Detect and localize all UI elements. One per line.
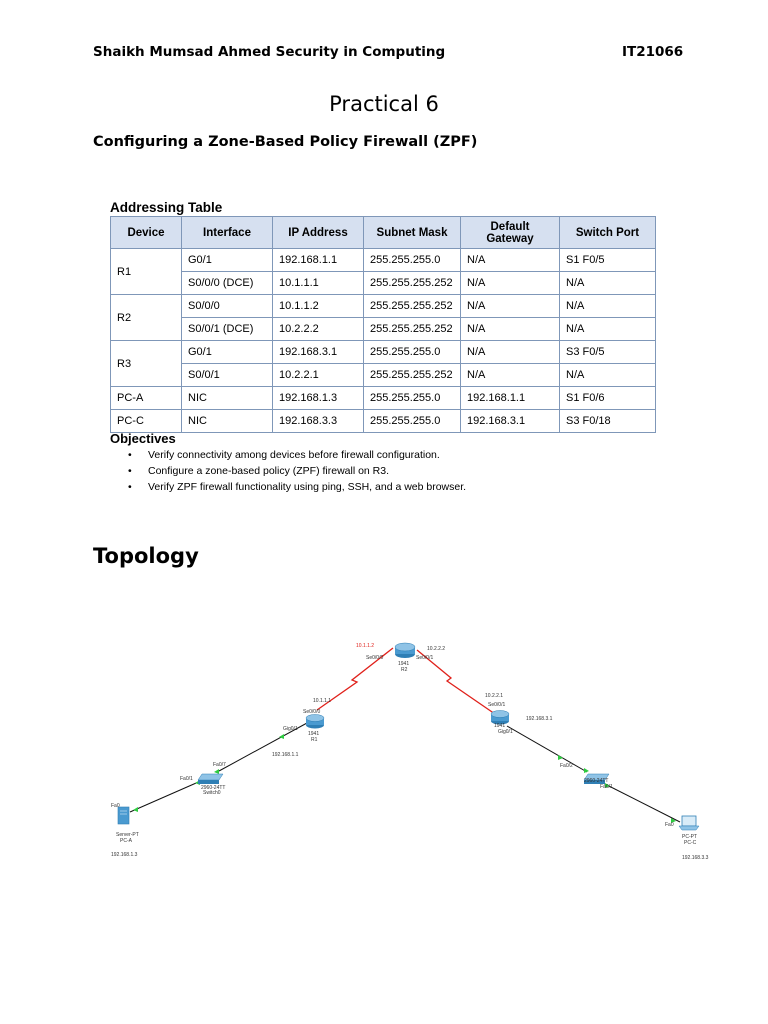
- label-s1-model: 2960-24TT: [201, 785, 226, 791]
- header-author-course: Shaikh Mumsad Ahmed Security in Computing: [93, 44, 446, 60]
- cell-port: N/A: [560, 272, 656, 295]
- cell-port: S1 F0/6: [560, 387, 656, 410]
- ethernet-link-s1-pca: [130, 780, 203, 812]
- link-status-lights: [133, 716, 676, 823]
- label-r2-model: 1941: [398, 661, 410, 667]
- cell-device: R3: [111, 341, 182, 387]
- cell-interface: S0/0/1 (DCE): [182, 318, 273, 341]
- page-subtitle: Configuring a Zone-Based Policy Firewall (ZPF): [93, 134, 478, 150]
- label-r3-lan-ip: 192.168.3.1: [526, 716, 553, 722]
- cell-ip: 10.1.1.2: [273, 295, 364, 318]
- label-r1-s000: Se0/0/0: [303, 709, 321, 715]
- cell-gateway: N/A: [461, 364, 560, 387]
- cell-port: N/A: [560, 295, 656, 318]
- col-device: Device: [111, 217, 182, 249]
- label-s1-fa07: Fa0/7: [213, 762, 226, 768]
- cell-ip: 10.1.1.1: [273, 272, 364, 295]
- cell-gateway: N/A: [461, 272, 560, 295]
- label-s1-name: Switch0: [203, 790, 221, 796]
- table-row: [111, 295, 656, 318]
- topology-diagram: [95, 610, 725, 870]
- label-pcc-name: PC-C: [684, 840, 697, 846]
- cell-gateway: N/A: [461, 318, 560, 341]
- cell-ip: 192.168.3.1: [273, 341, 364, 364]
- label-pca-type: Server-PT: [116, 832, 139, 838]
- cell-ip: 192.168.3.3: [273, 410, 364, 433]
- cell-mask: 255.255.255.0: [364, 249, 461, 272]
- label-r1-model: 1941: [308, 731, 320, 737]
- cell-mask: 255.255.255.0: [364, 341, 461, 364]
- cell-interface: NIC: [182, 410, 273, 433]
- cell-port: S3 F0/18: [560, 410, 656, 433]
- addressing-table-heading: Addressing Table: [110, 200, 223, 215]
- label-pcc-fa0: Fa0: [665, 822, 674, 828]
- cell-port: N/A: [560, 364, 656, 387]
- label-pca-fa0: Fa0: [111, 803, 120, 809]
- list-item: • Verify ZPF firewall functionality using ping, SSH, and a web browser.: [110, 479, 466, 495]
- objectives-heading: Objectives: [110, 431, 176, 446]
- table-row: [111, 387, 656, 410]
- topology-heading: Topology: [93, 544, 199, 568]
- table-row: [111, 341, 656, 364]
- addressing-table: [110, 216, 656, 433]
- label-r2-s001: Se0/0/1: [416, 655, 434, 661]
- label-r3-model: 1941: [494, 723, 506, 729]
- cell-device: PC-C: [111, 410, 182, 433]
- label-pca-ip: 192.168.1.3: [111, 852, 138, 858]
- router-r1-icon[interactable]: [306, 715, 324, 729]
- label-r1-name: R1: [311, 737, 318, 743]
- cell-gateway: N/A: [461, 295, 560, 318]
- label-r2-s000-ip: 10.1.1.2: [356, 643, 375, 649]
- table-row: [111, 364, 656, 387]
- col-interface: Interface: [182, 217, 273, 249]
- ethernet-link-r3-s3: [507, 726, 587, 772]
- cell-ip: 10.2.2.2: [273, 318, 364, 341]
- ethernet-link-s3-pcc: [601, 782, 680, 822]
- label-pcc-ip: 192.168.3.3: [682, 855, 709, 861]
- cell-ip: 192.168.1.3: [273, 387, 364, 410]
- cell-interface: S0/0/1: [182, 364, 273, 387]
- cell-ip: 10.2.2.1: [273, 364, 364, 387]
- col-port: Switch Port: [560, 217, 656, 249]
- switch-s1-icon[interactable]: [198, 774, 223, 784]
- server-pca-icon[interactable]: [118, 807, 129, 824]
- cell-device: R2: [111, 295, 182, 341]
- list-item: • Verify connectivity among devices before firewall configuration.: [110, 447, 466, 463]
- cell-mask: 255.255.255.252: [364, 272, 461, 295]
- cell-mask: 255.255.255.252: [364, 318, 461, 341]
- cell-interface: NIC: [182, 387, 273, 410]
- cell-port: S3 F0/5: [560, 341, 656, 364]
- label-s3-model: 2960-24TT: [584, 778, 609, 784]
- cell-interface: S0/0/0 (DCE): [182, 272, 273, 295]
- label-r1-s000-ip: 10.1.1.1: [313, 698, 332, 704]
- header-id: IT21066: [622, 44, 684, 60]
- col-ip: IP Address: [273, 217, 364, 249]
- label-s1-fa01: Fa0/1: [180, 776, 193, 782]
- list-item: • Configure a zone-based policy (ZPF) firewall on R3.: [110, 463, 466, 479]
- cell-mask: 255.255.255.252: [364, 295, 461, 318]
- col-mask: Subnet Mask: [364, 217, 461, 249]
- cell-device: R1: [111, 249, 182, 295]
- label-pca-name: PC-A: [120, 838, 132, 844]
- label-r3-s001: Se0/0/1: [488, 702, 506, 708]
- label-r2-s001-ip: 10.2.2.2: [427, 646, 446, 652]
- cell-interface: G0/1: [182, 341, 273, 364]
- cell-device: PC-A: [111, 387, 182, 410]
- cell-gateway: 192.168.3.1: [461, 410, 560, 433]
- label-pcc-type: PC-PT: [682, 834, 697, 840]
- objectives-list: [110, 447, 466, 495]
- label-r3-g01: Gig0/1: [498, 729, 513, 735]
- router-r2-icon[interactable]: [395, 643, 415, 658]
- table-row: [111, 318, 656, 341]
- col-gateway: Default Gateway: [461, 217, 560, 249]
- label-r3-s001-ip: 10.2.2.1: [485, 693, 504, 699]
- page-title: Practical 6: [329, 92, 439, 116]
- label-r2-s000: Se0/0/0: [366, 655, 384, 661]
- cell-mask: 255.255.255.0: [364, 387, 461, 410]
- cell-mask: 255.255.255.252: [364, 364, 461, 387]
- cell-gateway: N/A: [461, 341, 560, 364]
- cell-interface: G0/1: [182, 249, 273, 272]
- label-r1-g01: Gig0/1: [283, 726, 298, 732]
- label-s3-fa02: Fa0/2: [560, 763, 573, 769]
- cell-ip: 192.168.1.1: [273, 249, 364, 272]
- cell-mask: 255.255.255.0: [364, 410, 461, 433]
- cell-port: S1 F0/5: [560, 249, 656, 272]
- label-r1-lan-ip: 192.168.1.1: [272, 752, 299, 758]
- pc-pcc-icon[interactable]: [679, 816, 699, 830]
- table-row: [111, 249, 656, 272]
- cell-gateway: 192.168.1.1: [461, 387, 560, 410]
- table-row: [111, 410, 656, 433]
- label-r2-name: R2: [401, 667, 408, 673]
- table-row: [111, 272, 656, 295]
- label-s3-fa01: Fa0/1: [600, 784, 613, 790]
- table-header-row: [111, 217, 656, 249]
- cell-interface: S0/0/0: [182, 295, 273, 318]
- cell-port: N/A: [560, 318, 656, 341]
- cell-gateway: N/A: [461, 249, 560, 272]
